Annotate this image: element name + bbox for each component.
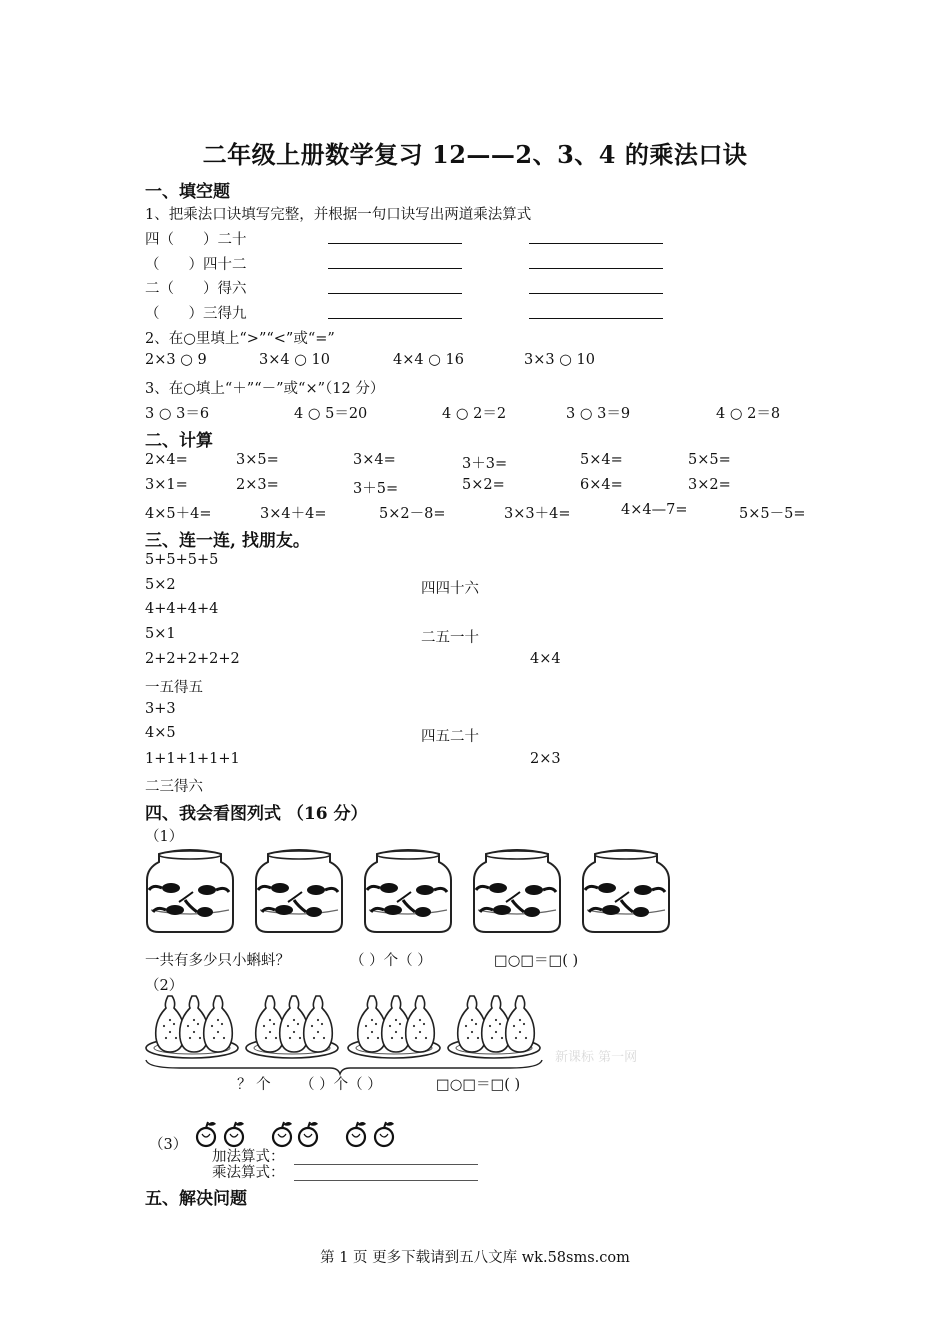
match-left-item: 1+1+1+1+1 (145, 751, 240, 767)
match-right-item: 4×4 (530, 651, 561, 667)
q1-row-3: 二（ ）得六 (145, 281, 247, 297)
calc-item: 5×4= (580, 452, 623, 468)
calc-item: 5×5= (688, 452, 731, 468)
match-left-item: 2+2+2+2+2 (145, 651, 240, 667)
problem-1-formula: □○□＝□( ) (494, 953, 579, 969)
problem-2-blank: （ ）个（ ） (300, 1077, 382, 1093)
section-heading-fill-blank: 一、填空题 (145, 182, 230, 202)
question-3-text: 3、在○填上“＋”“－”或“×”（12 分） (145, 381, 385, 397)
calc-item: 3＋3= (462, 456, 508, 472)
problem-3-label: （3） (149, 1137, 188, 1153)
question-2-text: 2、在○里填上“>”“<”或“=” (145, 331, 335, 347)
q3-item: 4 ○ 5＝20 (294, 406, 368, 422)
problem-2-question: ？ 个 (237, 1077, 271, 1093)
answer-line (294, 1164, 478, 1165)
calc-item: 3×5= (236, 452, 279, 468)
q2-item: 3×4 ○ 10 (259, 352, 330, 368)
question-1-text: 1、把乘法口诀填写完整，并根据一句口诀写出两道乘法算式 (145, 207, 532, 223)
page-title: 二年级上册数学复习 12——2、3、4 的乘法口诀 (202, 140, 748, 169)
match-left-item: 4+4+4+4 (145, 601, 219, 617)
calc-item: 3×3＋4= (504, 506, 571, 522)
problem-3-mul-label: 乘法算式： (212, 1165, 285, 1181)
calc-item: 3＋5= (353, 481, 399, 497)
answer-line (529, 243, 663, 244)
calc-item: 2×3= (236, 477, 279, 493)
match-left-item: 3+3 (145, 701, 176, 717)
match-right-item: 2×3 (530, 751, 561, 767)
answer-line (529, 293, 663, 294)
problem-3-add-label: 加法算式： (212, 1149, 285, 1165)
calc-item: 2×4= (145, 452, 188, 468)
section-heading-match: 三、连一连, 找朋友。 (145, 531, 310, 551)
match-left-item: 4×5 (145, 725, 176, 741)
section-heading-problems: 五、解决问题 (145, 1189, 247, 1209)
match-left-item: 5+5+5+5 (145, 552, 219, 568)
q2-item: 4×4 ○ 16 (393, 352, 464, 368)
match-left-item: 5×1 (145, 626, 176, 642)
calc-item: 5×2－8= (379, 506, 446, 522)
answer-line (328, 318, 462, 319)
watermark-text: 新课标 第一网 (555, 1050, 638, 1065)
answer-line (294, 1180, 478, 1181)
answer-line (529, 318, 663, 319)
match-middle-item: 四四十六 (421, 581, 479, 597)
match-left-item: 二三得六 (145, 779, 203, 795)
calc-item: 5×2= (462, 477, 505, 493)
calc-item: 3×2= (688, 477, 731, 493)
problem-2-label: （2） (145, 978, 184, 994)
problem-1-blank: （ ）个（ ） (350, 953, 432, 969)
calc-item: 3×1= (145, 477, 188, 493)
match-left-item: 一五得五 (145, 680, 203, 696)
problem-1-label: （1） (145, 829, 184, 845)
calc-item: 3×4= (353, 452, 396, 468)
q1-row-4: （ ）三得九 (145, 306, 247, 322)
section-heading-calc: 二、计算 (145, 431, 213, 451)
q2-item: 3×3 ○ 10 (524, 352, 595, 368)
answer-line (328, 268, 462, 269)
problem-2-formula: □○□＝□( ) (436, 1077, 521, 1093)
match-middle-item: 二五一十 (421, 630, 479, 646)
q3-item: 4 ○ 2＝8 (716, 406, 781, 422)
q3-item: 4 ○ 2＝2 (442, 406, 507, 422)
q3-item: 3 ○ 3＝9 (566, 406, 631, 422)
section-heading-picture: 四、我会看图列式 （16 分） (145, 804, 368, 824)
calc-item: 6×4= (580, 477, 623, 493)
answer-line (328, 243, 462, 244)
pear-plates-picture (140, 990, 560, 1070)
tadpole-jars-picture (140, 846, 680, 934)
answer-line (529, 268, 663, 269)
q1-row-1: 四（ ）二十 (145, 232, 247, 248)
problem-1-question: 一共有多少只小蝌蚪？ (145, 953, 290, 969)
q3-item: 3 ○ 3＝6 (145, 406, 210, 422)
answer-line (328, 293, 462, 294)
calc-item: 5×5－5= (739, 506, 806, 522)
q2-item: 2×3 ○ 9 (145, 352, 207, 368)
calc-item: 4×4—7= (621, 502, 688, 518)
match-left-item: 5×2 (145, 577, 176, 593)
calc-item: 3×4＋4= (260, 506, 327, 522)
apples-picture (190, 1118, 410, 1148)
q1-row-2: （ ）四十二 (145, 257, 247, 273)
calc-item: 4×5＋4= (145, 506, 212, 522)
match-middle-item: 四五二十 (421, 729, 479, 745)
page-footer: 第 1 页 更多下载请到五八文库 wk.58sms.com (320, 1250, 630, 1266)
